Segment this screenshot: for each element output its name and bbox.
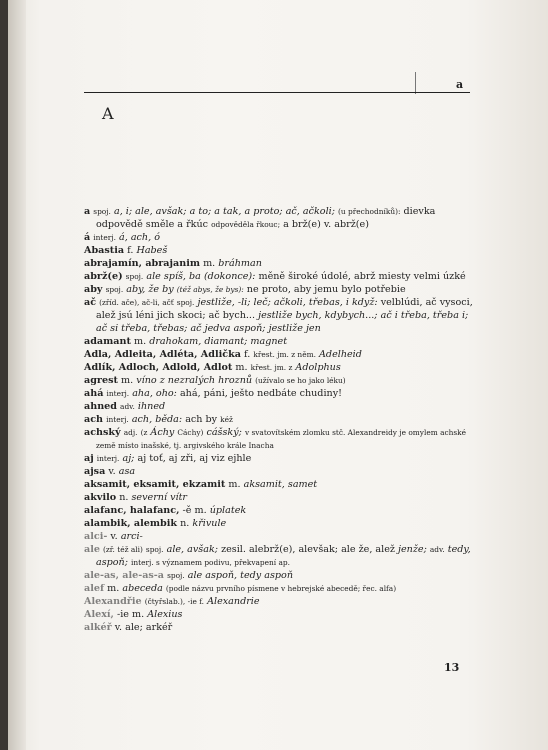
- dictionary-entry: aby spoj. aby, že by (též abys, že bys): ne proto, aby jemu bylo potřebie: [84, 284, 406, 295]
- dictionary-entry: abrajamín, abrajanim m. bráhman: [84, 258, 262, 269]
- dictionary-entry: alambik, alembik n. křivule: [84, 518, 227, 529]
- dictionary-entry: aksamit, eksamit, ekzamit m. aksamit, samet: [84, 479, 318, 490]
- dictionary-entry: akvilo n. severní vítr: [84, 492, 188, 503]
- dictionary-entry: agrest m. víno z nezralých hroznů (užívalo se ho jako léku): [84, 375, 346, 386]
- dictionary-page: [8, 0, 548, 750]
- dictionary-entry: Adlík, Adloch, Adlold, Adlot m. křest. jm. z Adolphus: [84, 362, 341, 373]
- header-rule: [84, 92, 470, 93]
- dictionary-entry: ahned adv. ihned: [84, 401, 166, 412]
- dictionary-entry: Abastia f. Habeš: [84, 245, 168, 256]
- dictionary-entry: alkéř v. ale; arkéř: [84, 622, 173, 633]
- dictionary-entry: aj interj. aj; aj toť, aj zři, aj viz ejhle: [84, 453, 252, 464]
- dictionary-entry: Adla, Adleita, Adléta, Adlička f. křest. jm. z něm. Adelheid: [84, 349, 362, 360]
- dictionary-entries: [84, 205, 478, 634]
- section-letter: A: [102, 104, 114, 123]
- dictionary-entry: ač (zříd. ače), ač-li, ačť spoj. jestliže, -li; leč; ačkoli, třebas, i když: velblúdi, ač vysoci, alež jsú léni jich skoci; ač bych... jestliže bych, kdybych...; ač i třeba, třeba i; ač si třeba, třebas; ač jedva aspoň; jestliže jen: [84, 297, 473, 334]
- dictionary-entry: alafanc, halafanc, -ě m. úplatek: [84, 505, 247, 516]
- dictionary-entry: ahá interj. aha, oho: ahá, páni, ješto nedbáte chudiny!: [84, 388, 342, 399]
- dictionary-entry: ach interj. ach, běda: ach by kéž: [84, 414, 233, 425]
- dictionary-entry: abrž(e) spoj. ale spíš, ba (dokonce): měně široké údolé, abrž miesty velmi úzké: [84, 271, 466, 282]
- dictionary-entry: ale-as, ale-as-a spoj. ale aspoň, tedy aspoň: [84, 570, 294, 581]
- dictionary-entry: ale (zř. též ali) spoj. ale, avšak; zesil. alebrž(e), alevšak; ale že, alež jenže; adv. tedy, aspoň; interj. s významem podivu, překvapení ap.: [84, 544, 471, 568]
- dictionary-entry: adamant m. drahokam, diamant; magnet: [84, 336, 288, 347]
- dictionary-entry: achský adj. (z Áchy Cáchy) cášský; v svatovítském zlomku stč. Alexandreidy je omylem achské země místo inašské, tj. argivského krále Inacha: [84, 427, 467, 450]
- dictionary-entry: á interj. á, ach, ó: [84, 232, 160, 243]
- running-header-letter: a: [456, 78, 464, 91]
- book-gutter: [8, 0, 26, 750]
- page-number: 13: [444, 661, 460, 674]
- header-tick-mark: [415, 72, 416, 94]
- dictionary-entry: Alexí, -ie m. Alexius: [84, 609, 183, 620]
- dictionary-entry: alci- v. arci-: [84, 531, 143, 542]
- dictionary-entry: a spoj. a, i; ale, avšak; a to; a tak, a proto; ač, ačkoli; (u přechodníků): dievka odpovědě směle a řkúc odpověděla řkouc; a brž(e) v. abrž(e): [84, 206, 436, 230]
- dictionary-entry: ajsa v. asa: [84, 466, 136, 477]
- dictionary-entry: Alexandřie (čtyřslab.), -ie f. Alexandrie: [84, 596, 260, 607]
- dictionary-entry: alef m. abeceda (podle názvu prvního písmene v hebrejské abecedě; řec. alfa): [84, 583, 397, 594]
